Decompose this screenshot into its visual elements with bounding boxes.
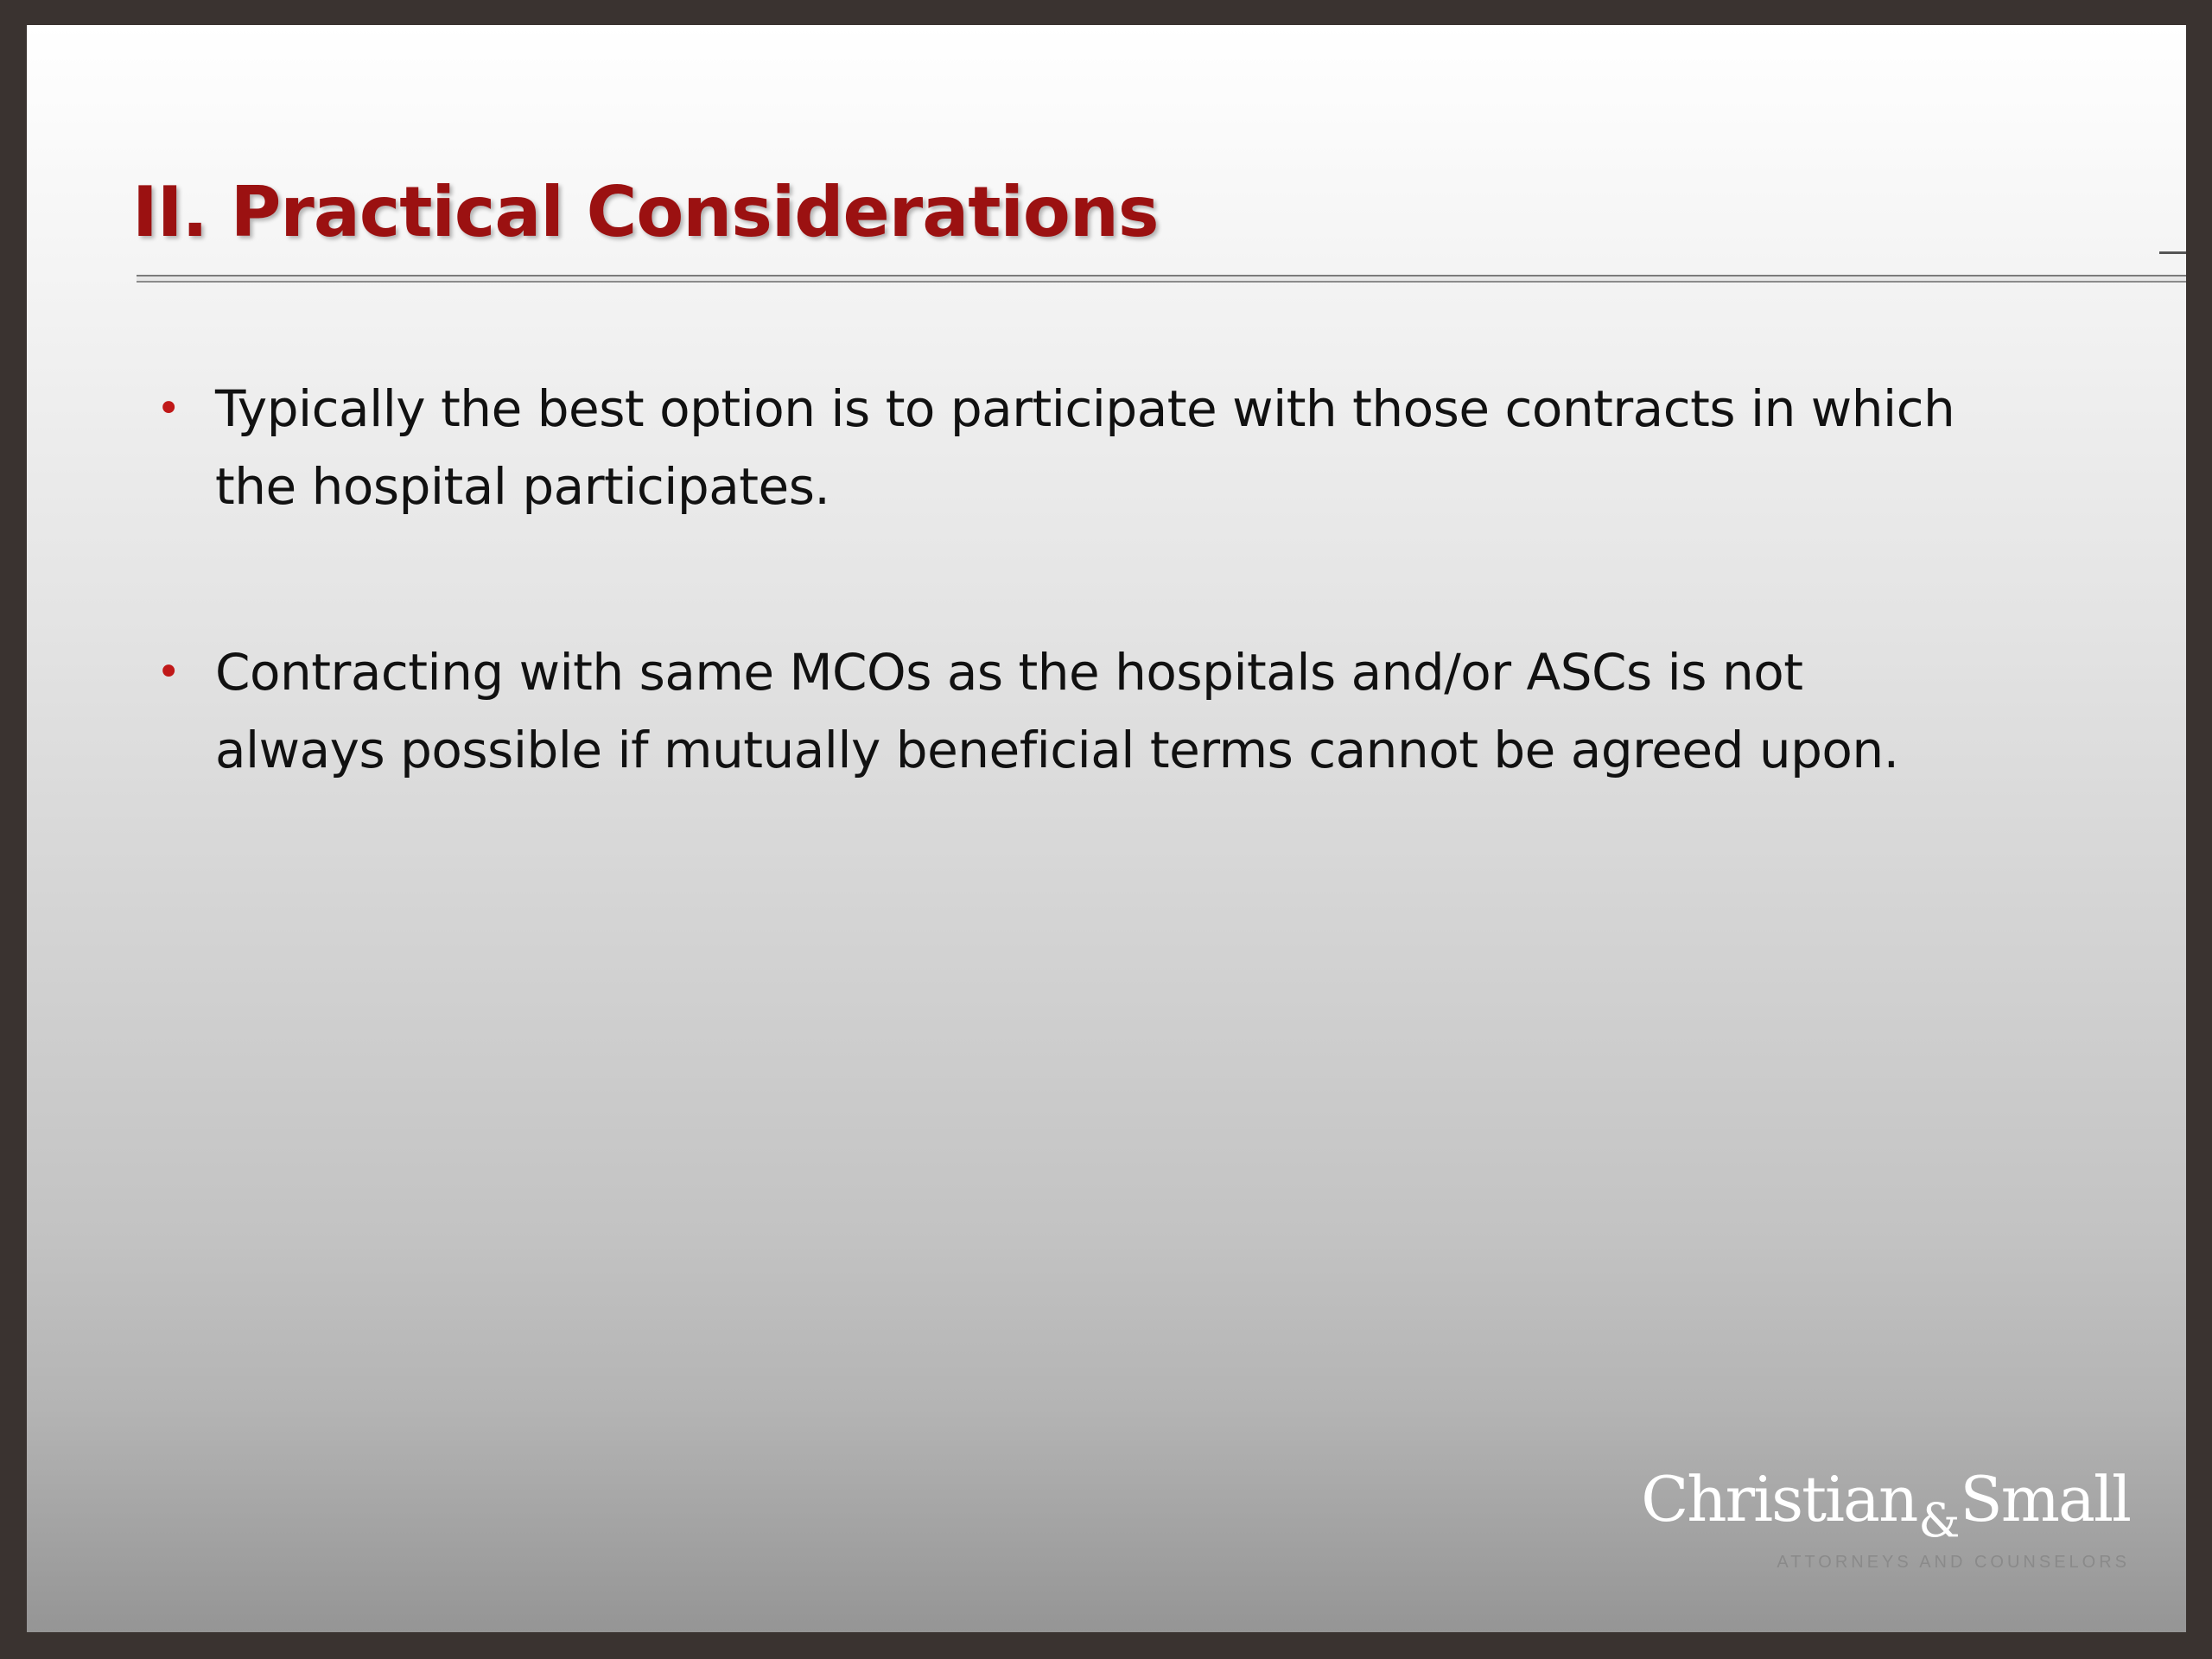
slide: [27, 25, 2186, 1632]
bullet-marker: •: [156, 385, 181, 433]
bullet-text-line: always possible if mutually beneficial terms cannot be agreed upon.: [215, 721, 1899, 779]
title-divider-tip: [2159, 251, 2186, 254]
logo-wordmark: [1641, 1463, 2130, 1548]
bullet-item: [156, 370, 2116, 525]
logo-ampersand: &: [1918, 1493, 1959, 1548]
bullet-item: [156, 633, 2116, 789]
bullet-text-line: Contracting with same MCOs as the hospitals and/or ASCs is not: [215, 643, 1803, 702]
logo-name-right: Small: [1960, 1463, 2130, 1535]
bullet-text-line: Typically the best option is to participate with those contracts in which: [215, 379, 1955, 438]
slide-title: II. Practical Considerations: [132, 172, 1159, 252]
logo-name-left: Christian: [1641, 1463, 1917, 1535]
bullet-marker: •: [156, 648, 181, 696]
logo-tagline: ATTORNEYS AND COUNSELORS: [1777, 1553, 2130, 1572]
bullet-text-line: the hospital participates.: [215, 457, 830, 516]
bullet-list: [27, 25, 2186, 1632]
firm-logo: [1641, 1463, 2130, 1573]
